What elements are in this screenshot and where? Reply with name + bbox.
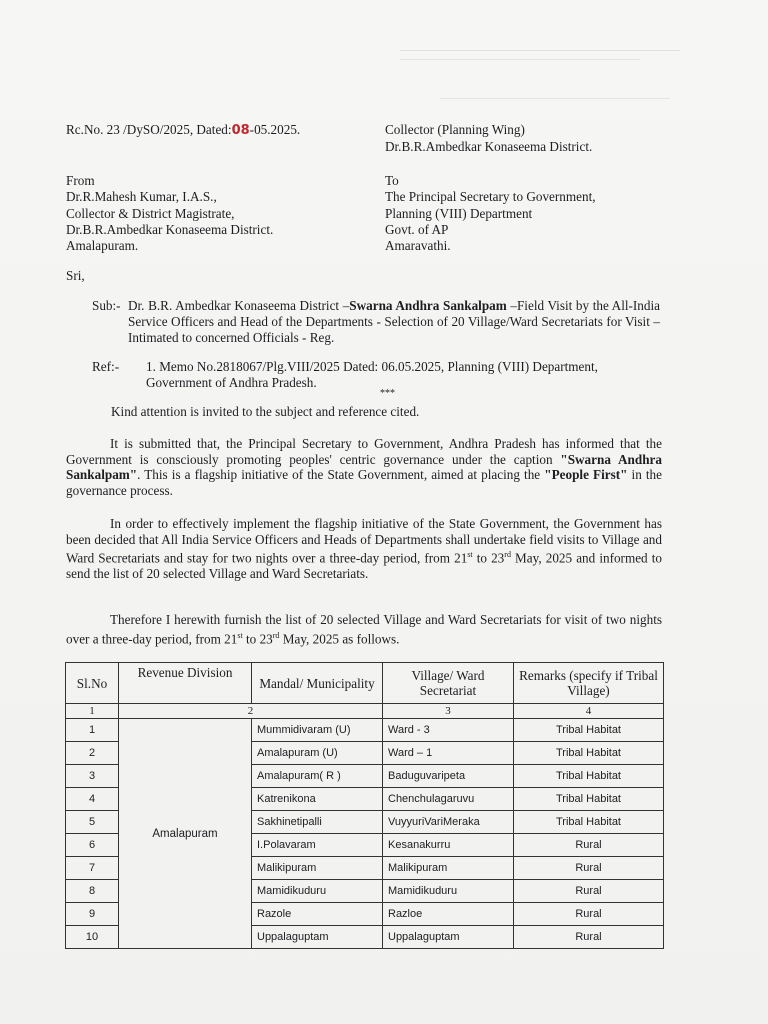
bleed-through-marks <box>400 44 700 74</box>
secretariat-table <box>65 662 664 949</box>
header-mandal: Mandal/ Municipality <box>252 663 383 704</box>
table-row: 5 Sakhinetipalli VuyyuriVariMeraka Tribal Habitat <box>66 811 664 834</box>
paragraph-intro: It is submitted that, the Principal Secretary to Government, Andhra Pradesh has informed that the Government is consciously promoting peoples' centric governance under the caption "Swarna Andhra Sankalpam". This is a flagship initiative of the State Government, aimed at placing the "People First" in the governance process. <box>66 436 662 498</box>
header-sl-no: Sl.No <box>66 663 119 704</box>
reference-label: Ref:- <box>92 359 120 374</box>
from-block: From Dr.R.Mahesh Kumar, I.A.S., Collector & District Magistrate, Dr.B.R.Ambedkar Konaseema District. Amalapuram. <box>66 173 274 254</box>
column-number-row: 1 2 3 4 <box>66 704 664 719</box>
reference-number: Rc.No. 23 /DySO/2025, Dated:08-05.2025. <box>66 122 301 138</box>
subject-label: Sub:- <box>92 298 121 313</box>
table-row: 8 Mamidikuduru Mamidikuduru Rural <box>66 880 664 903</box>
paragraph-decision: In order to effectively implement the flagship initiative of the State Government, the Government has been decided that All India Service Officers and Heads of Departments shall undertake field visits to Village and Ward Secretariats and stay for two nights over a three-day period, from 21st to 23rd May, 2025 and informed to send the list of 20 selected Village and Ward Secretariats. <box>66 516 662 581</box>
table-row: 10 Uppalaguptam Uppalaguptam Rural <box>66 926 664 949</box>
bleed-through-line <box>440 98 670 100</box>
table-row: 9 Razole Razloe Rural <box>66 903 664 926</box>
header-revenue-division: Revenue Division <box>119 663 252 704</box>
table-row: 3 Amalapuram( R ) Baduguvaripeta Tribal Habitat <box>66 765 664 788</box>
paragraph-attention: Kind attention is invited to the subject and reference cited. <box>111 404 420 419</box>
table-header-row <box>66 663 664 704</box>
table-row: 2 Amalapuram (U) Ward – 1 Tribal Habitat <box>66 742 664 765</box>
paragraph-list-intro: Therefore I herewith furnish the list of 20 selected Village and Ward Secretariats for visit of two nights over a three-day period, from 21st to 23rd May, 2025 as follows. <box>66 612 662 646</box>
issuing-office: Collector (Planning Wing) Dr.B.R.Ambedkar Konaseema District. <box>385 122 593 154</box>
revenue-division-cell: Amalapuram <box>119 719 252 949</box>
reference-text: 1. Memo No.2818067/Plg.VIII/2025 Dated: 06.05.2025, Planning (VIII) Department, Government of Andhra Pradesh. <box>146 359 598 390</box>
handwritten-date: 08 <box>231 123 250 138</box>
subject-text: Dr. B.R. Ambedkar Konaseema District –Swarna Andhra Sankalpam –Field Visit by the All-India Service Officers and Head of the Departments - Selection of 20 Village/Ward Secretariats for Visit –Intimated to concerned Officials - Reg. <box>128 298 661 345</box>
salutation: Sri, <box>66 268 85 283</box>
table-row: 6 I.Polavaram Kesanakurru Rural <box>66 834 664 857</box>
header-village: Village/ Ward Secretariat <box>383 663 514 704</box>
table-row: 1 Amalapuram Mummidivaram (U) Ward - 3 Tribal Habitat <box>66 719 664 742</box>
to-block: To The Principal Secretary to Government, Planning (VIII) Department Govt. of AP Amaravathi. <box>385 173 596 254</box>
header-remarks: Remarks (specify if Tribal Village) <box>514 663 664 704</box>
table-row: 7 Malikipuram Malikipuram Rural <box>66 857 664 880</box>
separator-stars: *** <box>380 388 395 399</box>
table-row: 4 Katrenikona Chenchulagaruvu Tribal Habitat <box>66 788 664 811</box>
